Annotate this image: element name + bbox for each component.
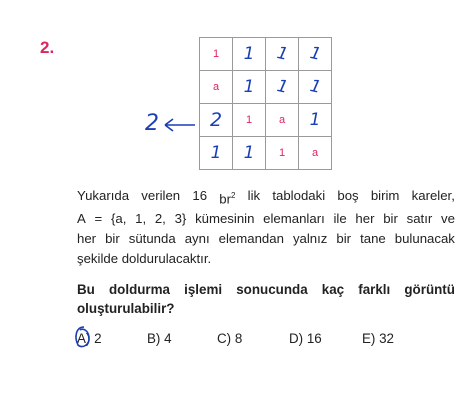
- word: =: [94, 211, 103, 227]
- word: satır: [406, 211, 433, 227]
- question-line-2: oluşturulabilir?: [77, 301, 175, 316]
- word: 2,: [154, 211, 166, 227]
- annotation-number: 2: [145, 111, 159, 136]
- text-w6: tablodaki: [272, 188, 326, 203]
- text-unit-sup: 2: [230, 191, 236, 200]
- text-line-3: [77, 229, 455, 249]
- text-line-2: [77, 209, 455, 229]
- table-cell: [266, 137, 299, 170]
- option-e-label: E) 32: [362, 331, 395, 346]
- word: farklı: [358, 282, 391, 297]
- word: her: [77, 231, 97, 247]
- word: ile: [333, 211, 347, 227]
- word: 3}: [174, 211, 187, 227]
- table-cell: [266, 104, 299, 137]
- word: aynı: [184, 231, 210, 247]
- table-cell: [200, 38, 233, 71]
- option-d[interactable]: [289, 331, 322, 346]
- question-text: [77, 280, 455, 318]
- word: bir: [336, 231, 352, 247]
- word: işlemi: [184, 282, 223, 297]
- word: bir: [383, 211, 398, 227]
- word: her: [355, 211, 375, 227]
- word: sütunda: [128, 231, 176, 247]
- word: bir: [105, 231, 120, 247]
- printed-value: 1: [278, 147, 286, 159]
- word: sonucunda: [236, 282, 308, 297]
- text-w1: Yukarıda: [77, 188, 130, 203]
- table-cell: [200, 104, 233, 137]
- handwritten-value: 1: [309, 110, 321, 130]
- table-cell: [200, 71, 233, 104]
- word: bulunacak: [394, 231, 455, 247]
- annotation-arrow-icon: [143, 108, 203, 138]
- printed-value: 1: [212, 48, 220, 60]
- word: {a,: [110, 211, 127, 227]
- printed-value: 1: [245, 114, 253, 126]
- table-cell: [299, 38, 332, 71]
- word: elemandan: [218, 231, 284, 247]
- word: kümesinin: [195, 211, 255, 227]
- handwritten-annotation: [143, 108, 203, 138]
- table-cell: [299, 137, 332, 170]
- question-line-1: [77, 280, 455, 299]
- question-number: 2.: [40, 38, 55, 57]
- word: elemanları: [263, 211, 325, 227]
- table-cell: [200, 137, 233, 170]
- handwritten-value: 1: [307, 76, 323, 98]
- option-e[interactable]: [362, 331, 394, 346]
- option-b-label: B) 4: [147, 331, 172, 346]
- handwritten-value: 1: [307, 43, 323, 65]
- handwritten-value: 1: [274, 43, 290, 65]
- word: yalnız: [292, 231, 328, 247]
- printed-value: a: [212, 81, 220, 93]
- word: 1,: [135, 211, 147, 227]
- word: kaç: [321, 282, 345, 297]
- table-cell: [233, 137, 266, 170]
- table-cell: [266, 71, 299, 104]
- handwritten-value: 1: [243, 77, 255, 97]
- table-cell: [266, 38, 299, 71]
- printed-value: a: [311, 147, 319, 159]
- handwritten-value: 1: [243, 44, 255, 64]
- handwritten-value: 2: [209, 109, 223, 131]
- word: doldurma: [108, 282, 170, 297]
- handwritten-value: 1: [210, 143, 222, 163]
- table-cell: [233, 104, 266, 137]
- option-c-label: C) 8: [217, 331, 243, 346]
- problem-text: [77, 186, 455, 269]
- option-a-label: A) 2: [77, 331, 102, 346]
- puzzle-table: [199, 37, 332, 170]
- table-cell: [299, 104, 332, 137]
- option-a[interactable]: [77, 331, 102, 346]
- selected-circle-icon: [73, 325, 93, 349]
- option-d-label: D) 16: [289, 331, 322, 346]
- table-cell: [233, 38, 266, 71]
- handwritten-value: 1: [274, 76, 290, 98]
- word: görüntü: [404, 282, 455, 297]
- text-w8: birim: [370, 188, 400, 203]
- table-cell: [233, 71, 266, 104]
- table-cell: [299, 71, 332, 104]
- text-line-4: şekilde doldurulacaktır.: [77, 251, 212, 267]
- word: Bu: [77, 282, 95, 297]
- text-w9: kareler,: [411, 188, 455, 203]
- text-w3: 16: [192, 188, 208, 203]
- text-w2: verilen: [141, 188, 181, 203]
- word: ve: [441, 211, 455, 227]
- text-unit: $br^2$: [219, 191, 236, 207]
- text-w7: boş: [337, 188, 359, 203]
- word: A: [77, 211, 86, 227]
- printed-value: a: [278, 114, 286, 126]
- word: tane: [360, 231, 386, 247]
- option-c[interactable]: [217, 331, 242, 346]
- option-b[interactable]: [147, 331, 172, 346]
- text-w5: lik: [247, 188, 261, 203]
- handwritten-value: 1: [243, 143, 255, 163]
